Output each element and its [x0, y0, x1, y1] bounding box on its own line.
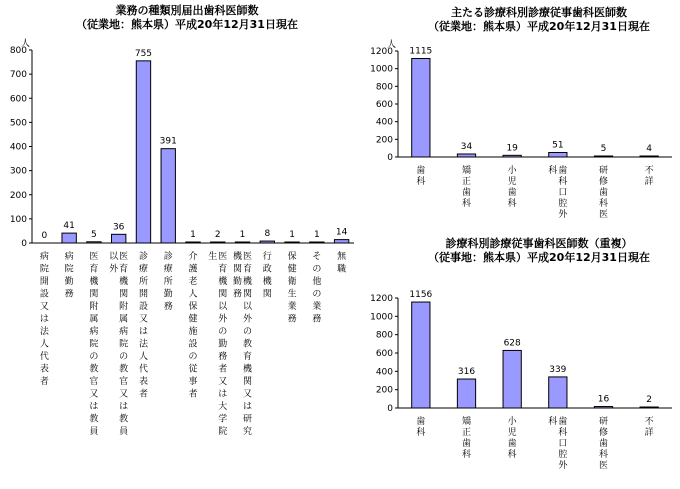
chart3-y-tick-label: 800	[375, 330, 393, 341]
svg-text:そ: そ	[312, 252, 322, 262]
svg-text:科: 科	[416, 428, 426, 438]
svg-text:医: 医	[598, 210, 609, 220]
chart3-category-label	[548, 415, 568, 471]
svg-text:外: 外	[558, 210, 568, 220]
svg-text:科: 科	[461, 450, 472, 460]
chart1-data-label: 36	[112, 222, 125, 233]
chart1-data-label: 1	[239, 230, 246, 240]
svg-text:療: 療	[138, 264, 148, 275]
chart1-data-label: 391	[159, 136, 177, 147]
svg-text:歯: 歯	[598, 188, 609, 198]
svg-text:関: 関	[243, 377, 253, 387]
svg-text:勤: 勤	[218, 339, 228, 350]
chart2-y-unit-label: 人	[386, 40, 396, 50]
svg-text:矯: 矯	[461, 417, 472, 427]
svg-text:不: 不	[644, 417, 654, 427]
svg-text:医: 医	[89, 252, 99, 262]
svg-text:生: 生	[208, 252, 218, 262]
svg-text:以: 以	[243, 302, 253, 312]
svg-text:又: 又	[218, 377, 228, 387]
svg-text:修: 修	[598, 177, 609, 187]
chart2-data-label: 4	[646, 144, 653, 154]
svg-text:正: 正	[461, 428, 472, 438]
svg-text:医: 医	[243, 252, 253, 262]
svg-text:教: 教	[243, 339, 253, 350]
svg-text:の: の	[119, 352, 129, 362]
svg-text:員: 員	[89, 427, 99, 437]
chart1-data-label: 41	[63, 221, 75, 232]
chart3-y-tick-label: 1200	[370, 294, 393, 304]
svg-text:院: 院	[89, 339, 99, 350]
svg-text:無: 無	[337, 252, 347, 262]
svg-text:の: の	[312, 264, 322, 275]
chart1-data-label: 8	[264, 229, 271, 240]
chart1-y-unit-label: 人	[20, 39, 30, 49]
chart1-data-label: 2	[214, 230, 221, 240]
chart1-y-tick-label: 200	[9, 190, 27, 201]
svg-text:施: 施	[188, 327, 198, 337]
chart2-data-label: 34	[460, 141, 473, 152]
chart1-y-tick-label: 800	[9, 46, 27, 56]
svg-text:代: 代	[138, 364, 148, 375]
svg-text:関: 関	[262, 289, 272, 300]
svg-text:教: 教	[89, 414, 99, 425]
svg-text:属: 属	[89, 314, 99, 325]
svg-text:正: 正	[461, 177, 472, 187]
svg-text:関: 関	[119, 289, 129, 300]
svg-text:業: 業	[312, 302, 322, 312]
svg-text:科: 科	[461, 199, 472, 209]
svg-text:科: 科	[507, 199, 517, 209]
svg-text:育: 育	[119, 264, 129, 275]
chart1-data-label: 1	[313, 230, 320, 240]
svg-text:設: 設	[39, 289, 49, 300]
svg-text:大: 大	[218, 402, 228, 412]
chart1-y-tick-label: 400	[9, 142, 27, 153]
svg-text:研: 研	[598, 166, 609, 176]
svg-text:関: 関	[233, 264, 243, 275]
svg-text:勤: 勤	[233, 277, 243, 287]
svg-text:育: 育	[243, 352, 253, 362]
svg-text:は: は	[89, 402, 99, 412]
svg-text:の: の	[188, 352, 198, 362]
svg-text:開: 開	[39, 277, 49, 287]
chart2-y-tick-label: 0	[387, 153, 393, 163]
chart3-bar	[457, 379, 475, 408]
chart1-data-label: 5	[91, 229, 97, 240]
svg-text:以: 以	[109, 252, 119, 262]
svg-text:は: は	[119, 402, 129, 412]
chart3-bar	[594, 407, 612, 408]
svg-text:人: 人	[138, 352, 148, 362]
chart2-data-label: 1115	[409, 46, 433, 57]
chart3-y-tick-label: 200	[375, 385, 393, 396]
svg-text:歯: 歯	[507, 188, 517, 198]
svg-text:附: 附	[89, 302, 99, 312]
svg-text:衛: 衛	[287, 277, 297, 287]
svg-text:老: 老	[188, 277, 198, 287]
svg-text:機: 機	[262, 277, 272, 287]
svg-text:業: 業	[287, 302, 297, 312]
svg-text:口: 口	[558, 439, 568, 449]
svg-text:人: 人	[39, 339, 49, 350]
svg-text:又: 又	[89, 389, 99, 400]
svg-text:歯: 歯	[558, 417, 568, 427]
chart2-title: 主たる診療科別診療従事歯科医師数	[451, 6, 627, 19]
svg-text:人: 人	[188, 289, 198, 300]
chart3-data-label: 339	[549, 364, 567, 375]
svg-text:関: 関	[89, 289, 99, 300]
svg-text:口: 口	[558, 188, 568, 198]
svg-text:病: 病	[39, 252, 49, 262]
chart3-bar	[549, 377, 567, 408]
svg-text:外: 外	[109, 264, 119, 275]
chart2-y-tick-label: 1200	[370, 47, 393, 57]
chart3-category-label	[508, 415, 518, 460]
svg-text:病: 病	[64, 252, 74, 262]
chart3-data-label: 2	[646, 395, 653, 405]
chart3-y-tick-label: 0	[387, 404, 393, 414]
chart1-y-tick-label: 600	[9, 94, 27, 105]
svg-text:機: 機	[243, 364, 253, 375]
svg-text:科: 科	[548, 166, 558, 176]
chart3-subtitle: （従事地：熊本県）平成20年12月31日現在	[428, 251, 650, 264]
svg-text:勤: 勤	[163, 289, 173, 300]
svg-text:設: 設	[188, 339, 198, 350]
svg-text:属: 属	[119, 314, 129, 325]
svg-text:又: 又	[138, 314, 148, 325]
svg-text:詳: 詳	[644, 177, 654, 187]
chart1-y-tick-label: 500	[9, 118, 27, 129]
svg-text:科: 科	[416, 177, 426, 187]
svg-text:介: 介	[188, 252, 198, 262]
svg-text:歯: 歯	[598, 439, 609, 449]
svg-text:表: 表	[39, 364, 49, 375]
chart2-y-tick-label: 400	[375, 117, 393, 128]
svg-text:育: 育	[218, 264, 228, 275]
svg-text:開: 開	[138, 289, 148, 300]
svg-text:医: 医	[218, 252, 228, 262]
svg-text:科: 科	[558, 428, 568, 438]
svg-text:政: 政	[262, 264, 272, 275]
svg-text:務: 務	[233, 289, 243, 300]
chart2-y-tick-label: 800	[375, 82, 393, 93]
svg-text:の: の	[218, 327, 228, 337]
chart1-y-tick-label: 0	[21, 239, 27, 249]
svg-text:他: 他	[312, 277, 322, 287]
chart3-y-tick-label: 1000	[370, 312, 393, 323]
svg-text:科: 科	[598, 199, 609, 209]
svg-text:者: 者	[218, 364, 228, 375]
svg-text:歯: 歯	[558, 166, 568, 176]
svg-text:科: 科	[558, 177, 568, 187]
svg-text:所: 所	[163, 277, 173, 287]
svg-text:病: 病	[119, 327, 129, 337]
svg-text:科: 科	[598, 450, 609, 460]
svg-text:教: 教	[89, 364, 99, 375]
svg-text:生: 生	[287, 289, 297, 300]
svg-text:歯: 歯	[461, 439, 472, 449]
chart2-data-label: 19	[506, 143, 518, 154]
svg-text:教: 教	[119, 364, 129, 375]
svg-text:研: 研	[243, 414, 253, 425]
svg-text:の: の	[89, 352, 99, 362]
chart3-title: 診療科別診療従事歯科医師数（重複）	[445, 237, 633, 250]
svg-text:医: 医	[598, 461, 609, 471]
svg-text:院: 院	[119, 339, 129, 350]
chart1-data-label: 1	[289, 230, 295, 240]
svg-text:関: 関	[218, 289, 228, 300]
svg-text:関: 関	[243, 289, 253, 300]
chart2-subtitle: （従業地：熊本県）平成20年12月31日現在	[428, 20, 650, 33]
svg-text:表: 表	[138, 377, 148, 387]
chart2-y-tick-label: 1000	[370, 64, 393, 75]
chart3-category-label	[645, 416, 654, 438]
svg-text:矯: 矯	[461, 166, 472, 176]
chart1-title: 業務の種類別届出歯科医師数	[115, 4, 259, 17]
svg-text:詳: 詳	[644, 428, 654, 438]
chart1-data-label: 14	[335, 227, 348, 238]
chart1-data-label: 1	[190, 230, 196, 240]
svg-text:院: 院	[64, 264, 74, 275]
svg-text:法: 法	[39, 327, 49, 337]
svg-text:腔: 腔	[558, 199, 568, 209]
chart1-subtitle: （従業地：熊本県）平成20年12月31日現在	[76, 18, 298, 31]
svg-text:健: 健	[188, 314, 198, 325]
svg-text:代: 代	[39, 352, 49, 362]
svg-text:腔: 腔	[558, 450, 568, 460]
svg-text:は: は	[218, 389, 228, 400]
svg-text:又: 又	[39, 302, 49, 312]
chart1-y-tick-label: 100	[9, 214, 27, 225]
chart3-bar	[503, 350, 521, 408]
svg-text:又: 又	[119, 389, 129, 400]
svg-text:者: 者	[188, 389, 198, 400]
chart1-data-label: 0	[41, 231, 48, 241]
svg-text:児: 児	[507, 177, 517, 187]
chart1-y-tick-label: 300	[9, 166, 27, 177]
svg-text:は: は	[243, 402, 253, 412]
svg-text:究: 究	[243, 427, 253, 437]
chart3-data-label: 316	[457, 367, 476, 378]
svg-text:者: 者	[39, 377, 49, 387]
svg-text:学: 学	[218, 414, 228, 425]
svg-text:小: 小	[507, 417, 517, 427]
svg-text:以: 以	[218, 302, 228, 312]
chart3-y-tick-label: 600	[375, 349, 393, 359]
svg-text:歯: 歯	[507, 439, 517, 449]
svg-text:務: 務	[218, 352, 228, 362]
svg-text:機: 機	[218, 277, 228, 287]
svg-text:医: 医	[119, 252, 129, 262]
chart3-bar	[412, 302, 430, 408]
svg-text:法: 法	[138, 339, 148, 350]
svg-text:院: 院	[218, 427, 228, 437]
svg-text:員: 員	[119, 427, 129, 437]
svg-text:設: 設	[138, 302, 148, 312]
svg-text:者: 者	[138, 389, 148, 400]
svg-text:小: 小	[507, 166, 517, 176]
chart3-y-tick-label: 400	[375, 367, 393, 378]
svg-text:機: 機	[119, 277, 129, 287]
chart3-category-label	[599, 416, 608, 471]
svg-text:職: 職	[337, 264, 347, 275]
chart3-category-label	[416, 415, 425, 438]
svg-text:教: 教	[119, 414, 129, 425]
chart3-data-label: 16	[597, 394, 610, 405]
svg-text:育: 育	[89, 264, 99, 275]
svg-text:務: 務	[64, 289, 74, 300]
svg-text:歯: 歯	[461, 188, 472, 198]
svg-text:従: 従	[188, 364, 198, 375]
svg-text:児: 児	[507, 428, 517, 438]
svg-text:科: 科	[548, 417, 558, 427]
svg-text:機: 機	[233, 252, 243, 262]
svg-text:健: 健	[287, 264, 297, 275]
svg-text:保: 保	[287, 252, 297, 262]
svg-text:療: 療	[163, 264, 173, 275]
svg-text:は: は	[138, 327, 148, 337]
svg-text:歯: 歯	[416, 417, 426, 427]
svg-text:外: 外	[243, 314, 253, 325]
svg-text:事: 事	[188, 377, 198, 387]
svg-text:機: 機	[89, 277, 99, 287]
svg-text:外: 外	[558, 461, 568, 471]
svg-text:病: 病	[89, 327, 99, 337]
svg-text:研: 研	[598, 417, 609, 427]
chart2-data-label: 5	[600, 144, 607, 154]
svg-text:診: 診	[138, 252, 148, 262]
chart2-y-tick-label: 600	[375, 100, 393, 110]
chart1-data-label: 755	[134, 48, 153, 59]
svg-text:院: 院	[39, 264, 49, 275]
svg-text:又: 又	[243, 389, 253, 400]
chart3-data-label: 628	[503, 338, 521, 349]
svg-text:保: 保	[188, 302, 198, 312]
svg-text:行: 行	[262, 252, 272, 262]
svg-text:の: の	[312, 289, 322, 300]
svg-text:育: 育	[243, 264, 253, 275]
svg-text:歯: 歯	[416, 166, 426, 176]
svg-text:勤: 勤	[64, 277, 74, 287]
svg-text:の: の	[243, 327, 253, 337]
svg-text:不: 不	[644, 166, 654, 176]
chart2-data-label: 51	[552, 140, 564, 151]
chart3-data-label: 1156	[409, 290, 433, 301]
svg-text:務: 務	[312, 314, 322, 325]
svg-text:所: 所	[138, 277, 148, 287]
chart3-bar	[640, 407, 658, 408]
svg-text:官: 官	[119, 377, 129, 387]
svg-text:機: 機	[243, 277, 253, 287]
chart1-y-tick-label: 700	[9, 70, 27, 81]
svg-text:科: 科	[507, 450, 517, 460]
chart3-category-label	[462, 415, 471, 460]
chart2-y-tick-label: 200	[375, 135, 393, 146]
svg-text:務: 務	[163, 302, 173, 312]
svg-text:修: 修	[598, 428, 609, 438]
svg-text:は: は	[39, 314, 49, 325]
svg-text:官: 官	[89, 377, 99, 387]
svg-text:務: 務	[287, 314, 297, 325]
svg-text:護: 護	[188, 264, 198, 275]
svg-text:外: 外	[218, 314, 228, 325]
svg-text:診: 診	[163, 252, 173, 262]
svg-text:附: 附	[119, 302, 129, 312]
